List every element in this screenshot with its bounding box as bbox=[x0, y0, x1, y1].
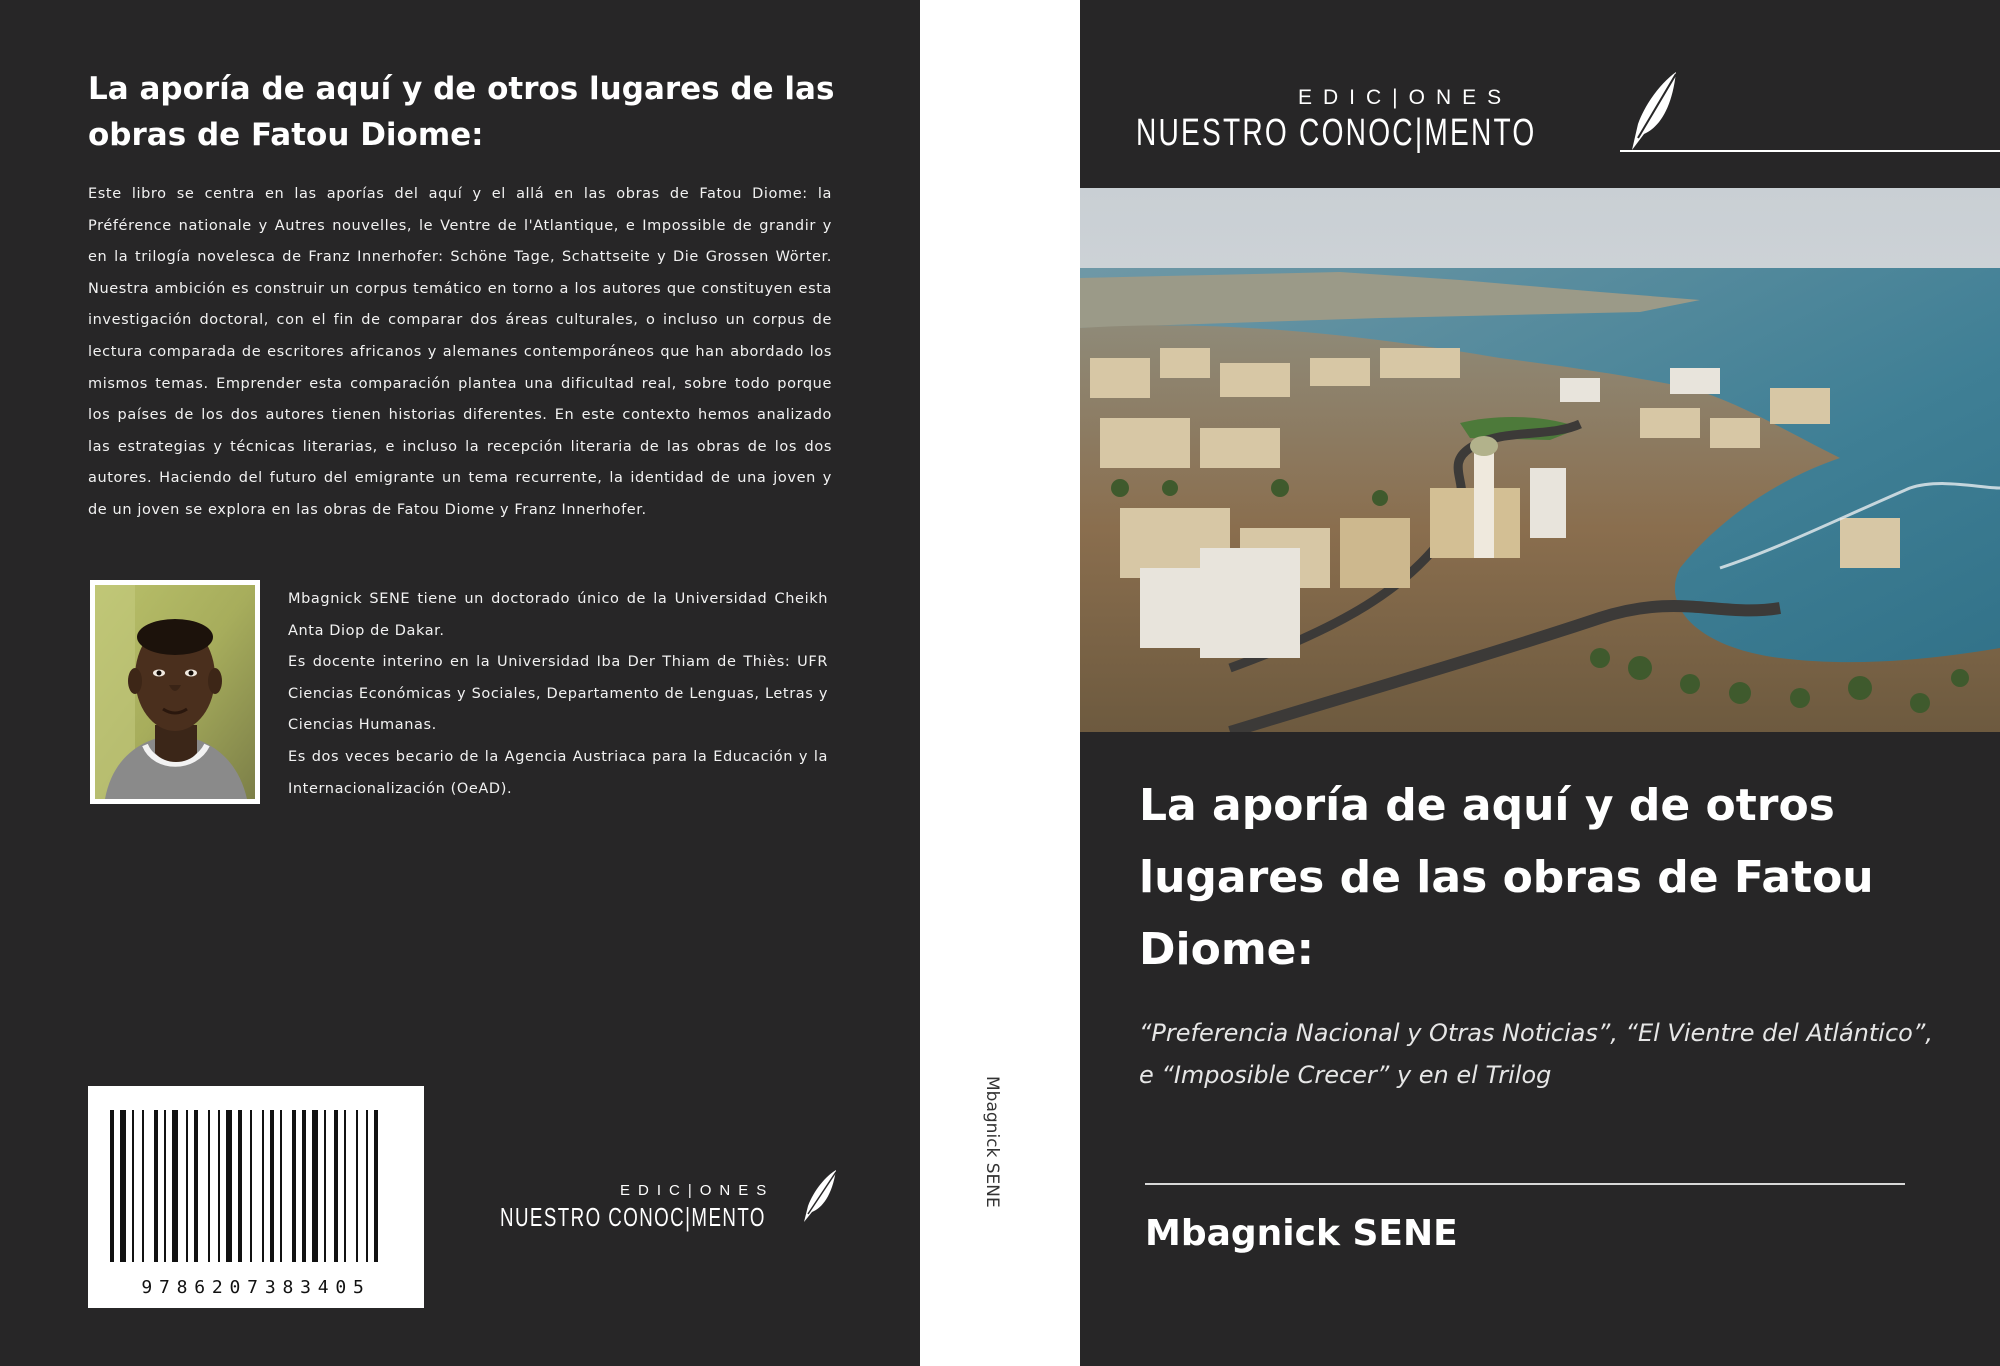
title-divider-rule bbox=[1145, 1183, 1905, 1185]
front-cover-author: Mbagnick SENE bbox=[1145, 1213, 1458, 1254]
barcode-bar bbox=[302, 1110, 306, 1262]
barcode-bar bbox=[142, 1110, 144, 1262]
publisher-logo-line2: NUESTRO CONOC|MENTO bbox=[1136, 112, 1537, 154]
barcode-bar bbox=[366, 1110, 368, 1262]
barcode-bar bbox=[280, 1110, 282, 1262]
barcode-bar bbox=[356, 1110, 358, 1262]
barcode-bar bbox=[120, 1110, 126, 1262]
barcode-bar bbox=[374, 1110, 378, 1262]
back-cover-synopsis: Este libro se centra en las aporías del aquí y el allá en las obras de Fatou Diome: la Préférence nationale y Autres nouvelles, le Ventre de l'Atlantique, e Impossible de grandir y en la trilogía novelesca de Franz Innerhofer: Schöne Tage, Schattseite y Die Grossen Wörter. Nuestra ambición es construir un corpus temático en torno a los autores que constituyen esta investigación doctoral, con el fin de comparar dos áreas culturales, o incluso un corpus de lectura comparada de escritores africanos y alemanes contemporáneos que han abordado los mismos temas. Emprender esta comparación plantea una dificultad real, sobre todo porque los países de los dos autores tienen historias diferentes. En este contexto hemos analizado las estrategias y técnicas literarias, e incluso la recepción literaria de las obras de los dos autores. Haciendo del futuro del emigrante un tema recurrente, la identidad de una joven y de un joven se explora en las obras de Fatou Diome y Franz Innerhofer. bbox=[88, 186, 832, 518]
publisher-logo-line1: EDIC|ONES bbox=[1298, 86, 1513, 109]
back-cover-title: La aporía de aquí y de otros lugares de las obras de Fatou Diome: bbox=[88, 71, 835, 153]
coastline-landscape-image bbox=[1080, 188, 2000, 732]
quill-pen-icon bbox=[1622, 70, 1682, 156]
author-bio-paragraph: Mbagnick SENE tiene un doctorado único de la Universidad Cheikh Anta Diop de Dakar. bbox=[288, 591, 828, 639]
barcode-number: 9786207383405 bbox=[141, 1277, 371, 1298]
publisher-logo-back bbox=[500, 1168, 840, 1238]
barcode-bar bbox=[164, 1110, 166, 1262]
author-photo bbox=[90, 580, 260, 804]
publisher-logo-rule bbox=[1620, 150, 2000, 152]
publisher-logo-line1: EDIC|ONES bbox=[620, 1182, 775, 1199]
barcode-bar bbox=[226, 1110, 232, 1262]
barcode-bar bbox=[132, 1110, 134, 1262]
barcode-bar bbox=[250, 1110, 252, 1262]
author-bio-paragraph: Es dos veces becario de la Agencia Austriaca para la Educación y la Internacionalización (OeAD). bbox=[288, 748, 828, 797]
barcode-bar bbox=[194, 1110, 198, 1262]
barcode-bar bbox=[324, 1110, 326, 1262]
isbn-barcode bbox=[88, 1086, 424, 1308]
barcode-bar bbox=[292, 1110, 296, 1262]
barcode-bar bbox=[312, 1110, 318, 1262]
author-bio bbox=[288, 584, 828, 805]
barcode-bar bbox=[208, 1110, 210, 1262]
author-portrait-image bbox=[95, 585, 255, 799]
barcode-bar bbox=[262, 1110, 264, 1262]
barcode-bar bbox=[270, 1110, 274, 1262]
author-bio-paragraph: Es docente interino en la Universidad Iba Der Thiam de Thiès: UFR Ciencias Económicas y Sociales, Departamento de Lenguas, Letras y Ciencias Humanas. bbox=[288, 654, 828, 734]
front-cover-title: La aporía de aquí y de otros lugares de las obras de Fatou Diome: bbox=[1139, 780, 1874, 975]
barcode-bar bbox=[172, 1110, 178, 1262]
publisher-logo-line2: NUESTRO CONOC|MENTO bbox=[500, 1202, 766, 1232]
front-cover-subtitle: “Preferencia Nacional y Otras Noticias”, “El Vientre del Atlántico”, e “Imposible Crecer” y en el Trilog bbox=[1139, 1019, 1933, 1089]
barcode-bar bbox=[334, 1110, 338, 1262]
barcode-bar bbox=[344, 1110, 346, 1262]
barcode-bar bbox=[110, 1110, 114, 1262]
publisher-logo-front bbox=[1136, 66, 1596, 162]
cover-photo-dakar-coastline bbox=[1080, 188, 2000, 732]
barcode-bar bbox=[218, 1110, 220, 1262]
back-cover bbox=[0, 0, 920, 1366]
quill-pen-icon bbox=[796, 1168, 842, 1228]
barcode-bars bbox=[88, 1086, 424, 1308]
barcode-bar bbox=[154, 1110, 158, 1262]
spine-author: Mbagnick SENE bbox=[982, 1076, 1002, 1208]
barcode-bar bbox=[186, 1110, 188, 1262]
barcode-bar bbox=[238, 1110, 242, 1262]
